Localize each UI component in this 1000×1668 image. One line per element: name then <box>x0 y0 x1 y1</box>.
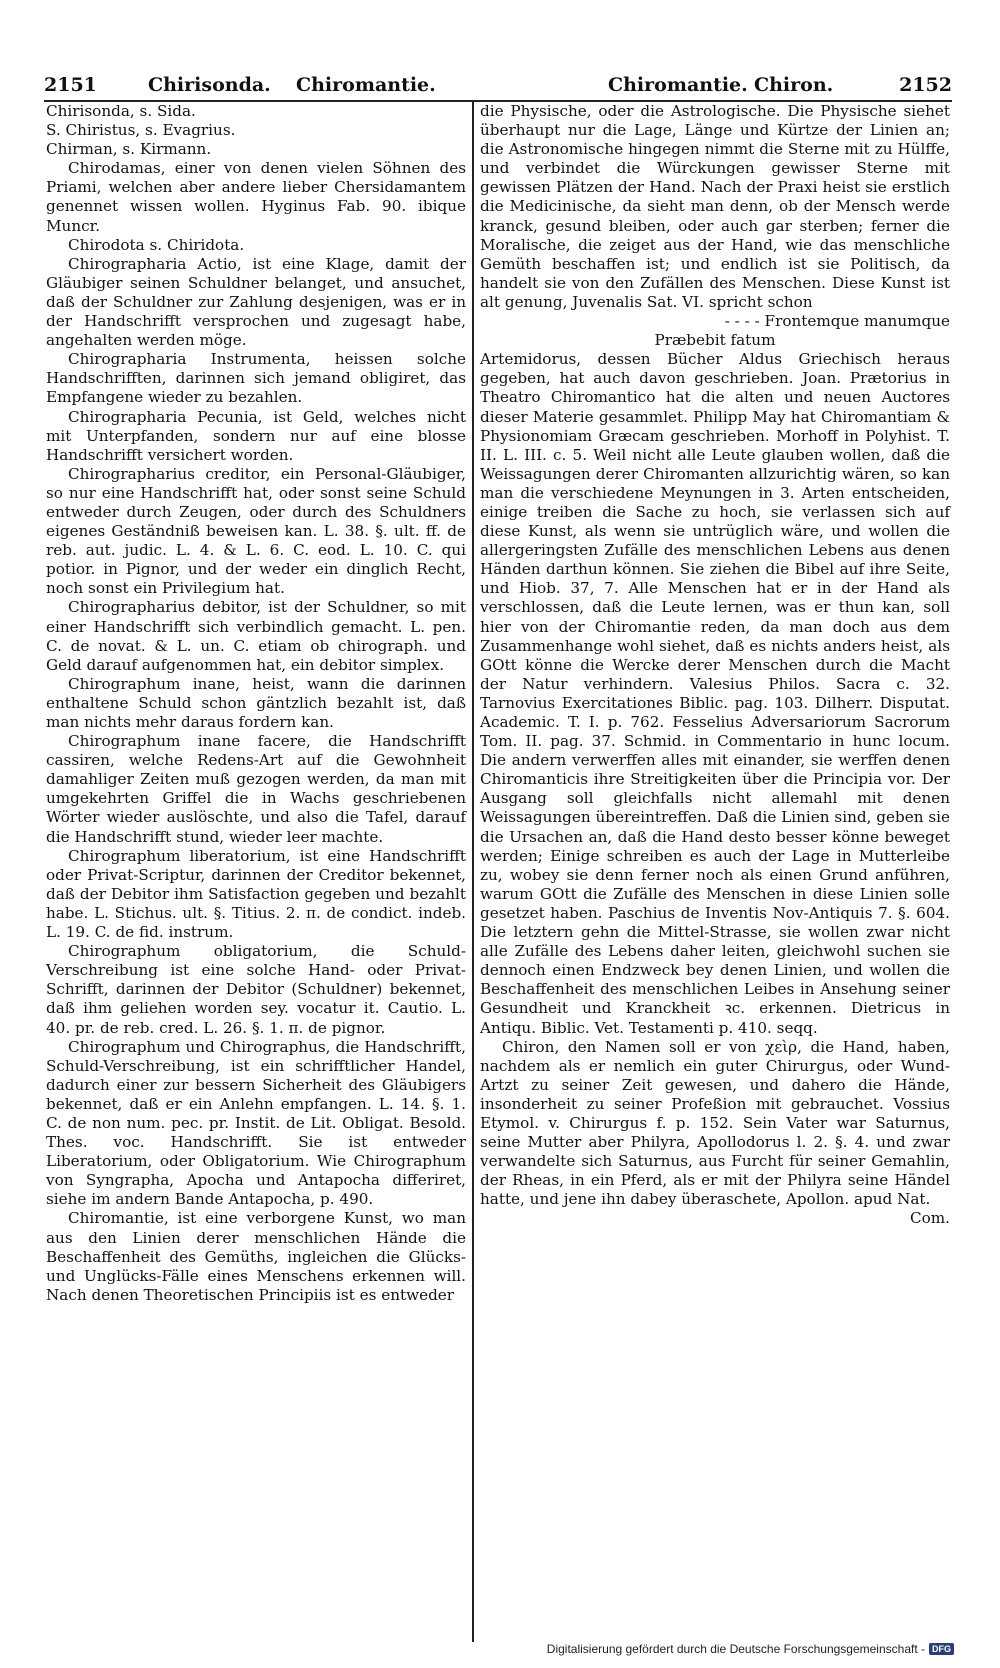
right-column <box>480 102 950 1229</box>
entry-paragraph: Chirisonda, s. Sida. <box>46 102 196 120</box>
running-head-right-1: Chiromantie. <box>608 74 748 96</box>
page-number-left: 2151 <box>44 74 97 96</box>
left-column <box>46 102 466 1305</box>
entry-paragraph: Chirographarius creditor, ein Personal-Gläubiger, so nur eine Handschrifft hat, oder sonst seine Schuld entweder durch Zeugen, oder durch des Schuldners eigenes Geständniß beweisen kan. L. 38. §. ult. ff. de reb. aut. judic. L. 4. & L. 6. C. eod. L. 10. C. qui potior. in Pignor, und der weder ein dinglich Recht, noch sonst ein Privilegium hat. <box>46 464 466 598</box>
entry-paragraph: Chirographaria Pecunia, ist Geld, welches nicht mit Unterpfanden, sondern nur auf eine blosse Handschrifft versichert worden. <box>46 407 466 464</box>
entry-paragraph: Chiron, den Namen soll er von χεὶρ, die Hand, haben, nachdem als er nemlich ein guter Chirurgus, oder Wund-Artzt zu seiner Zeit gewesen, und dahero die Hände, insonderheit zu seiner Profeßion mit gebrauchet. Vossius Etymol. v. Chirurgus f. p. 152. Sein Vater war Saturnus, seine Mutter aber Philyra, Apollodorus l. 2. §. 4. und zwar verwandelte sich Saturnus, aus Furcht für seiner Gemahlin, der Rheas, in ein Pferd, als er mit der Philyra seine Händel hatte, und jene ihn dabey überaschete, Apollon. apud Nat. <box>480 1037 950 1209</box>
entry-paragraph: Chiromantie, ist eine verborgene Kunst, wo man aus den Linien derer menschlichen Hände die Beschaffenheit des Gemüths, ingleichen die Glücks- und Unglücks-Fälle eines Menschens erkennen will. Nach denen Theoretischen Principiis ist es entweder <box>46 1209 466 1304</box>
entry-paragraph: Chirographum liberatorium, ist eine Handschrifft oder Privat-Scriptur, darinnen der Creditor bekennet, daß der Debitor ihm Satisfaction gegeben und bezahlt habe. L. Stichus. ult. §. Titius. 2. π. de condict. indeb. L. 19. C. de fid. instrum. <box>46 846 466 942</box>
entry-paragraph: Chirographum inane, heist, wann die darinnen enthaltene Schuld schon gäntzlich bezahlt ist, daß man nichts mehr daraus fordern kan. <box>46 674 466 731</box>
catchword: Com. <box>910 1209 950 1228</box>
entry-paragraph: Chirographum inane facere, die Handschrifft cassiren, welche Redens-Art auf die Gewohnheit damahliger Zeiten muß gezogen werden, da man mit umgekehrten Griffel die in Wachs geschriebenen Wörter wieder auslöschte, und also die Tafel, darauf die Handschrifft stund, wieder leer machte. <box>46 732 466 846</box>
entry-paragraph: Chirodota s. Chiridota. <box>68 235 245 254</box>
entry-paragraph: Chirographum und Chirographus, die Handschrifft, Schuld-Verschreibung, ist ein schrifftlicher Handel, dadurch einer zur bessern Sicherheit des Gläubigers bekennet, daß er ein Anlehn empfangen. L. 14. §. 1. C. de non num. pec. pr. Instit. de Lit. Obligat. Besold. Thes. voc. Handschrifft. Sie ist entweder Liberatorium, oder Obligatorium. Wie Chirographum von Syngrapha, Apocha und Antapocha differiret, siehe im andern Bande Antapocha, p. 490. <box>46 1037 466 1209</box>
dfg-logo: DFG <box>929 1643 954 1655</box>
entry-paragraph: die Physische, oder die Astrologische. Die Physische siehet überhaupt nur die Lage, Länge und Kürtze der Linien an; die Astronomische hingegen nimmt die Sterne mit zu Hülffe, und verbindet die Würckungen gewisser Sterne mit gewissen Plätzen der Hand. Nach der Praxi heist sie erstlich die Medicinische, da sieht man denn, ob der Mensch werde kranck, gesund bleiben, oder auch gar sterben; ferner die Moralische, die zeiget aus der Hand, wie das menschliche Gemüth beschaffen ist; und endlich ist sie Politisch, da handelt sie von den Zufällen des Menschen. Diese Kunst ist alt genung, Juvenalis Sat. VI. spricht schon <box>480 102 950 311</box>
running-head-left-2: Chiromantie. <box>296 74 436 96</box>
entry-paragraph: Artemidorus, dessen Bücher Aldus Griechisch heraus gegeben, hat auch davon geschrieben. Joan. Prætorius in Theatro Chiromantico hat die alten und neuen Auctores dieser Materie gesammlet. Philipp May hat Chiromantiam & Physionomiam Græcam geschrieben. Morhoff in Polyhist. T. II. L. III. c. 5. Weil nicht alle Leute glauben wollen, daß die Weissagungen derer Chiromanten allzurichtig wären, so kan man die verschiedene Meynungen in 3. Arten entscheiden, einige treiben die Sache zu hoch, sie verlassen sich auf diese Kunst, als wenn sie untrüglich wäre, und wollen die allergeringsten Zufälle des menschlichen Lebens aus denen Händen darthun können. Sie ziehen die Bibel auf ihre Seite, und Hiob. 37, 7. Alle Menschen hat er in der Hand als verschlossen, daß die Leute lernen, was er thun kan, soll hier von der Chiromantie reden, da man doch aus dem Zusammenhange wohl siehet, daß es nichts anders heist, als GOtt könne die Wercke derer Menschen durch die Macht der Natur verhindern. Valesius Philos. Sacra c. 32. Tarnovius Exercitationes Biblic. pag. 103. Dilherr. Disputat. Academic. T. I. p. 762. Fesselius Adversariorum Sacrorum Tom. II. pag. 37. Schmid. in Commentario in hunc locum. Die andern verwerffen alles mit einander, sie werffen denen Chiromanticis ihre Streitigkeiten über die Principia vor. Der Ausgang soll gleichfalls nicht allemahl mit denen Weissagungen übereintreffen. Daß die Linien sind, geben sie die Ursachen an, daß die Hand desto besser könne beweget werden; Einige schreiben es auch der Lage in Mutterleibe zu, wobey sie denn ferner noch als einen Grund anführen, warum GOtt die Zufälle des Menschen in diese Linien solle gesetzet haben. Paschius de Inventis Nov-Antiquis 7. §. 604. Die letztern gehn die Mittel-Strasse, sie wollen zwar nicht alle Zufälle des Lebens daher leiten, gleichwohl suchen sie dennoch einen Endzweck bey denen Linien, und wollen die Beschaffenheit des menschlichen Leibes in Ansehung seiner Gesundheit und Kranckheit ꝛc. erkennen. Dietricus in Antiqu. Biblic. Vet. Testamenti p. 410. seqq. <box>480 350 950 1037</box>
page-number-right: 2152 <box>899 74 952 96</box>
entry-paragraph: Chirographarius debitor, ist der Schuldner, so mit einer Handschrifft sich verbindlich gemacht. L. pen. C. de novat. & L. un. C. etiam ob chirograph. und Geld darauf aufgenommen hat, ein debitor simplex. <box>46 598 466 674</box>
verse-line: - - - - Frontemque manumque <box>724 312 950 331</box>
running-head-left-1: Chirisonda. <box>148 74 271 96</box>
verse-line: Præbebit fatum <box>654 331 776 350</box>
column-divider <box>472 102 474 1642</box>
entry-paragraph: Chirographum obligatorium, die Schuld-Verschreibung ist eine solche Hand- oder Privat-Schrifft, darinnen der Debitor (Schuldner) bekennet, daß ihm geliehen worden sey. vocatur it. Cautio. L. 40. pr. de reb. cred. L. 26. §. 1. π. de pignor. <box>46 942 466 1037</box>
running-head-right-2: Chiron. <box>754 74 834 96</box>
entry-paragraph: Chirman, s. Kirmann. <box>46 140 212 159</box>
entry-paragraph: S. Chiristus, s. Evagrius. <box>46 121 236 140</box>
entry-paragraph: Chirographaria Actio, ist eine Klage, damit der Gläubiger seinen Schuldner belanget, und ansuchet, daß der Schuldner zur Zahlung desjenigen, was er in der Handschrifft versprochen und zugesagt habe, angehalten werden möge. <box>46 254 466 350</box>
digitization-footer <box>547 1642 954 1656</box>
entry-paragraph: Chirographaria Instrumenta, heissen solche Handschrifften, darinnen sich jemand obligiret, das Empfangene wieder zu bezahlen. <box>46 350 466 407</box>
entry-paragraph: Chirodamas, einer von denen vielen Söhnen des Priami, welchen aber andere lieber Chersidamantem genennet wissen wollen. Hyginus Fab. 90. ibique Muncr. <box>46 159 466 235</box>
footer-text: Digitalisierung gefördert durch die Deutsche Forschungsgemeinschaft - <box>546 1642 925 1656</box>
